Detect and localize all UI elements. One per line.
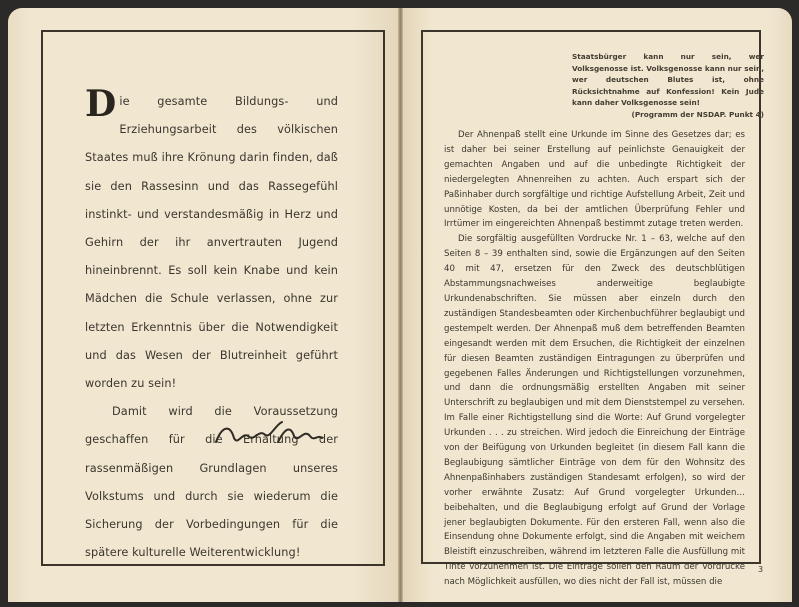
- book-gutter: [398, 8, 403, 602]
- signature-scribble: [212, 412, 330, 454]
- drop-cap: D: [85, 83, 117, 125]
- quote-paragraph-1: ie gesamte Bildungs- und Erziehungsarbeit des völkischen Staates muß ihre Krönung darin finden, daß sie den Rassesinn und das Rassegefühl instinkt- und verstandesmäßig in Herz und Gehirn der ihr anvertrauten Jugend hineinbrennt. Es soll kein Knabe und kein Mädchen die Schule verlassen, ohne zur letzten Erkenntnis über die Notwendigkeit und das Wesen der Blutreinheit geführt worden zu sein!: [85, 95, 338, 391]
- epigraph-source: (Programm der NSDAP. Punkt 4): [631, 109, 764, 119]
- quote-paragraph-2: Damit wird die Voraussetzung geschaffen für die Erhaltung der rassenmäßigen Grundlagen unseres Volkstums und durch sie wiederum die Sicherung der Vorbedingungen für die spätere kulturelle Weiterentwicklung!: [85, 405, 338, 560]
- epigraph-text: Staatsbürger kann nur sein, wer Volksgenosse ist. Volksgenosse kann nur sein, wer deutschen Blutes ist, ohne Rücksichtnahme auf Konfession! Kein Jude kann daher Volksgenosse sein!: [572, 52, 764, 108]
- quote-block: [85, 83, 338, 567]
- instructions-text: [444, 128, 745, 590]
- epigraph: [572, 51, 764, 121]
- instructions-paragraph-1: Der Ahnenpaß stellt eine Urkunde im Sinne des Gesetzes dar; es ist daher bei seiner Erstellung auf peinlichste Genauigkeit der gemachten Angaben und auf die unbedingte Richtigkeit der niedergelegten Ahnenreihen zu achten. Auch erspart sich der Paßinhaber durch sorgfältige und richtige Aufstellung Arbeit, Zeit und unnötige Kosten, da bei der amtlichen Überprüfung Fehler und Irrtümer im eingereichten Ahnenpaß bestimmt zutage treten werden.: [444, 130, 745, 230]
- instructions-paragraph-2: Die sorgfältig ausgefüllten Vordrucke Nr. 1 – 63, welche auf den Seiten 8 – 39 enthalten sind, sowie die Ergänzungen auf den Seiten 40 mit 47, ersetzen für den Zweck des deutschblütigen Abstammungsnachweises anderweitige beglaubigte Urkundenabschriften. Sie müssen aber einzeln durch den zuständigen Standesbeamten oder Kirchenbuchführer beglaubigt und gestempelt werden. Der Ahnenpaß muß dem betreffenden Beamten eingesandt werden mit dem Ersuchen, die Richtigkeit der einzelnen für diesen Beamten zuständigen Eintragungen zu überprüfen und gegebenen Falles Änderungen und Richtigstellungen vorzunehmen, und dann die ordnungsmäßig erstellten Angaben mit seiner Unterschrift zu beglaubigen und mit dem Dienststempel zu versehen. Im Falle einer Richtigstellung sind die Worte: Auf Grund vorgelegter Urkunden . . . zu streichen. Wird jedoch die Einreichung der Einträge von der Beifügung von Urkunden begleitet (in diesem Fall kann die Beglaubigung sämtlicher Einträge von dem für den Wohnsitz des Ahnenpaßinhabers zuständigen Standesamt erfolgen), so wird der vorher erwähnte Zusatz: Auf Grund vorgelegter Urkunden… beibehalten, und die Beglaubigung erfolgt auf Grund der Vorlage jener beglaubigten Dokumente. Für den ersteren Fall, wenn also die Einsendung ohne Dokumente erfolgt, sind die Angaben mit weichem Bleistift einzuschreiben, während im letzteren Falle die Ausfüllung mit Tinte vorzunehmen ist. Die Einträge sollen den Raum der Vordrucke nach Möglichkeit ausfüllen, wo dies nicht der Fall ist, müssen die: [444, 234, 745, 588]
- page-number: 3: [758, 565, 764, 574]
